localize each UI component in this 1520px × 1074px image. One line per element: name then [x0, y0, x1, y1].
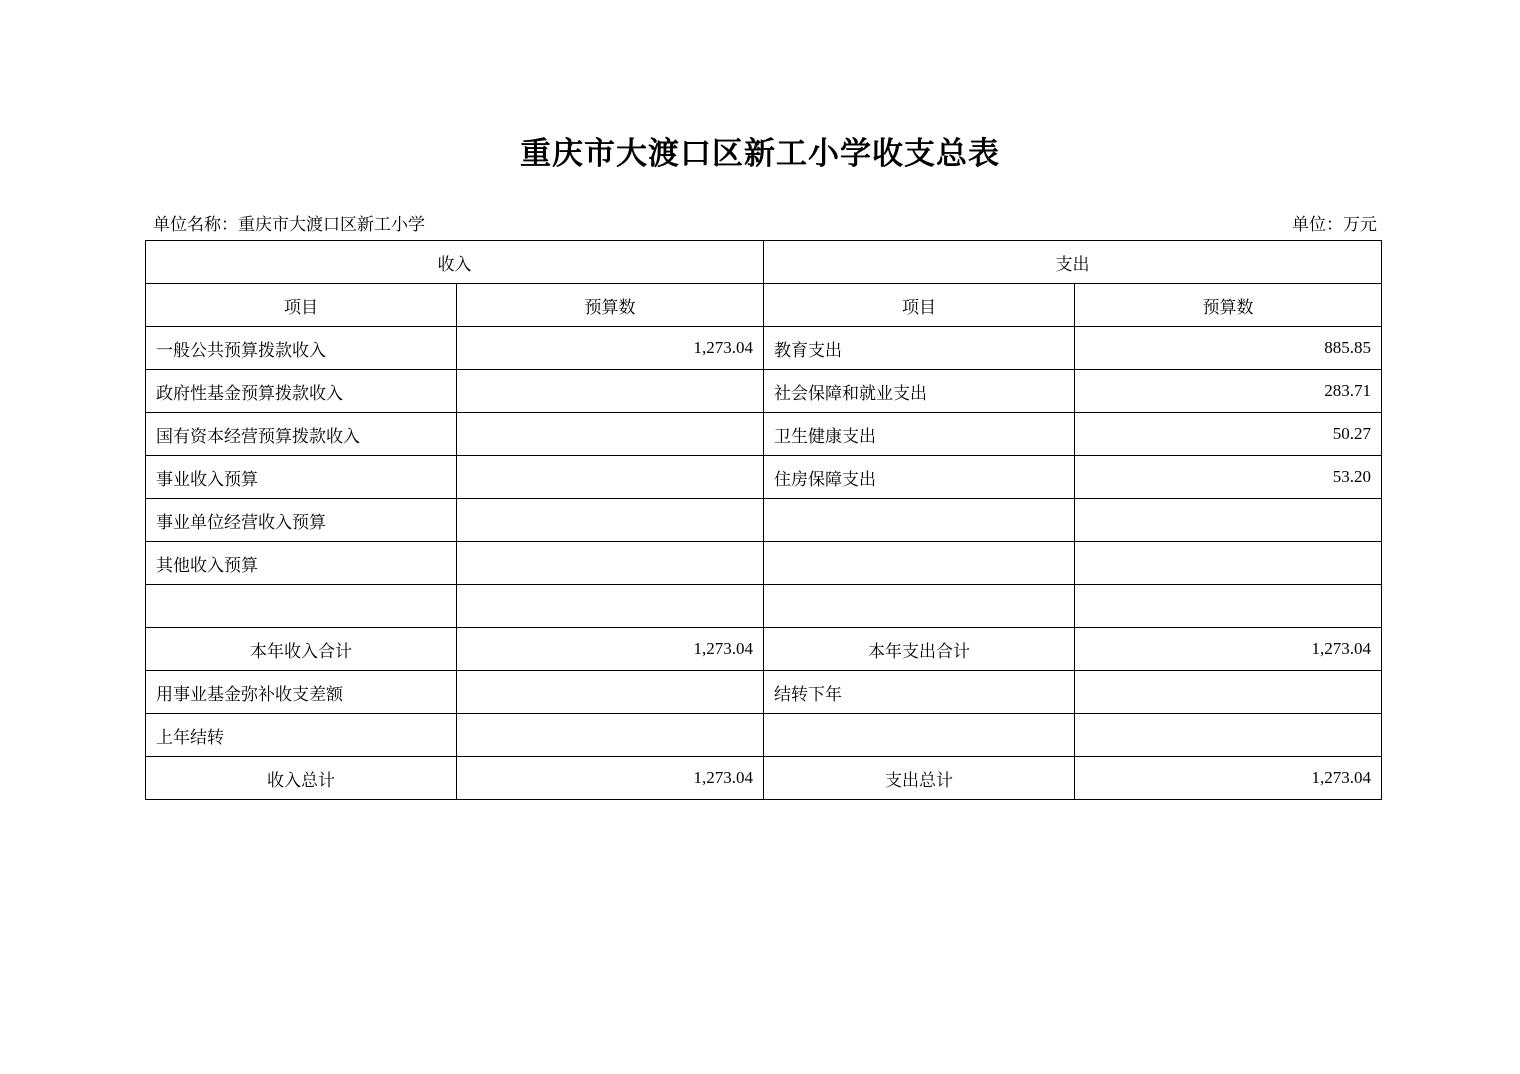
group-header-row — [146, 241, 1382, 284]
unit-name-label: 单位名称： — [153, 215, 238, 234]
budget-table — [145, 240, 1382, 800]
expenditure-item — [764, 542, 1075, 585]
expenditure-item — [764, 585, 1075, 628]
expenditure-value: 1,273.04 — [1075, 628, 1382, 671]
expenditure-value — [1075, 499, 1382, 542]
expenditure-value: 885.85 — [1075, 327, 1382, 370]
income-value — [457, 370, 764, 413]
income-value: 1,273.04 — [457, 327, 764, 370]
expenditure-item: 卫生健康支出 — [764, 413, 1075, 456]
income-item: 事业单位经营收入预算 — [146, 499, 457, 542]
expenditure-item: 社会保障和就业支出 — [764, 370, 1075, 413]
income-item: 收入总计 — [146, 757, 457, 800]
income-value — [457, 714, 764, 757]
expenditure-value: 53.20 — [1075, 456, 1382, 499]
income-value: 1,273.04 — [457, 757, 764, 800]
expenditure-value — [1075, 542, 1382, 585]
income-value — [457, 671, 764, 714]
table-row-subtotal — [146, 628, 1382, 671]
group-header-expenditure: 支出 — [764, 241, 1382, 284]
income-item: 政府性基金预算拨款收入 — [146, 370, 457, 413]
income-item: 事业收入预算 — [146, 456, 457, 499]
expenditure-item — [764, 714, 1075, 757]
expenditure-value: 1,273.04 — [1075, 757, 1382, 800]
table-row — [146, 585, 1382, 628]
expenditure-item: 住房保障支出 — [764, 456, 1075, 499]
income-value — [457, 413, 764, 456]
group-header-income: 收入 — [146, 241, 764, 284]
table-row — [146, 671, 1382, 714]
unit-name-value: 重庆市大渡口区新工小学 — [238, 215, 425, 234]
table-row — [146, 327, 1382, 370]
income-item: 用事业基金弥补收支差额 — [146, 671, 457, 714]
unit-name — [145, 210, 425, 235]
column-header-expenditure-item: 项目 — [764, 284, 1075, 327]
income-item: 一般公共预算拨款收入 — [146, 327, 457, 370]
expenditure-item: 本年支出合计 — [764, 628, 1075, 671]
table-row — [146, 456, 1382, 499]
income-item: 国有资本经营预算拨款收入 — [146, 413, 457, 456]
expenditure-item: 教育支出 — [764, 327, 1075, 370]
table-row — [146, 542, 1382, 585]
expenditure-value: 283.71 — [1075, 370, 1382, 413]
page-title: 重庆市大渡口区新工小学收支总表 — [520, 136, 1000, 171]
income-value — [457, 542, 764, 585]
table-row — [146, 370, 1382, 413]
unit-measure: 单位：万元 — [1292, 215, 1377, 234]
table-row — [146, 499, 1382, 542]
column-header-income-budget: 预算数 — [457, 284, 764, 327]
income-value: 1,273.04 — [457, 628, 764, 671]
expenditure-item: 结转下年 — [764, 671, 1075, 714]
income-item: 本年收入合计 — [146, 628, 457, 671]
expenditure-item: 支出总计 — [764, 757, 1075, 800]
table-row-total — [146, 757, 1382, 800]
expenditure-value — [1075, 585, 1382, 628]
income-value — [457, 585, 764, 628]
column-header-expenditure-budget: 预算数 — [1075, 284, 1382, 327]
sub-header-row — [146, 284, 1382, 327]
income-item — [146, 585, 457, 628]
income-item: 其他收入预算 — [146, 542, 457, 585]
meta-row — [145, 210, 1381, 235]
income-value — [457, 456, 764, 499]
income-item: 上年结转 — [146, 714, 457, 757]
table-body — [146, 241, 1382, 800]
expenditure-value: 50.27 — [1075, 413, 1382, 456]
income-value — [457, 499, 764, 542]
table-row — [146, 714, 1382, 757]
column-header-income-item: 项目 — [146, 284, 457, 327]
expenditure-value — [1075, 671, 1382, 714]
expenditure-item — [764, 499, 1075, 542]
expenditure-value — [1075, 714, 1382, 757]
table-row — [146, 413, 1382, 456]
